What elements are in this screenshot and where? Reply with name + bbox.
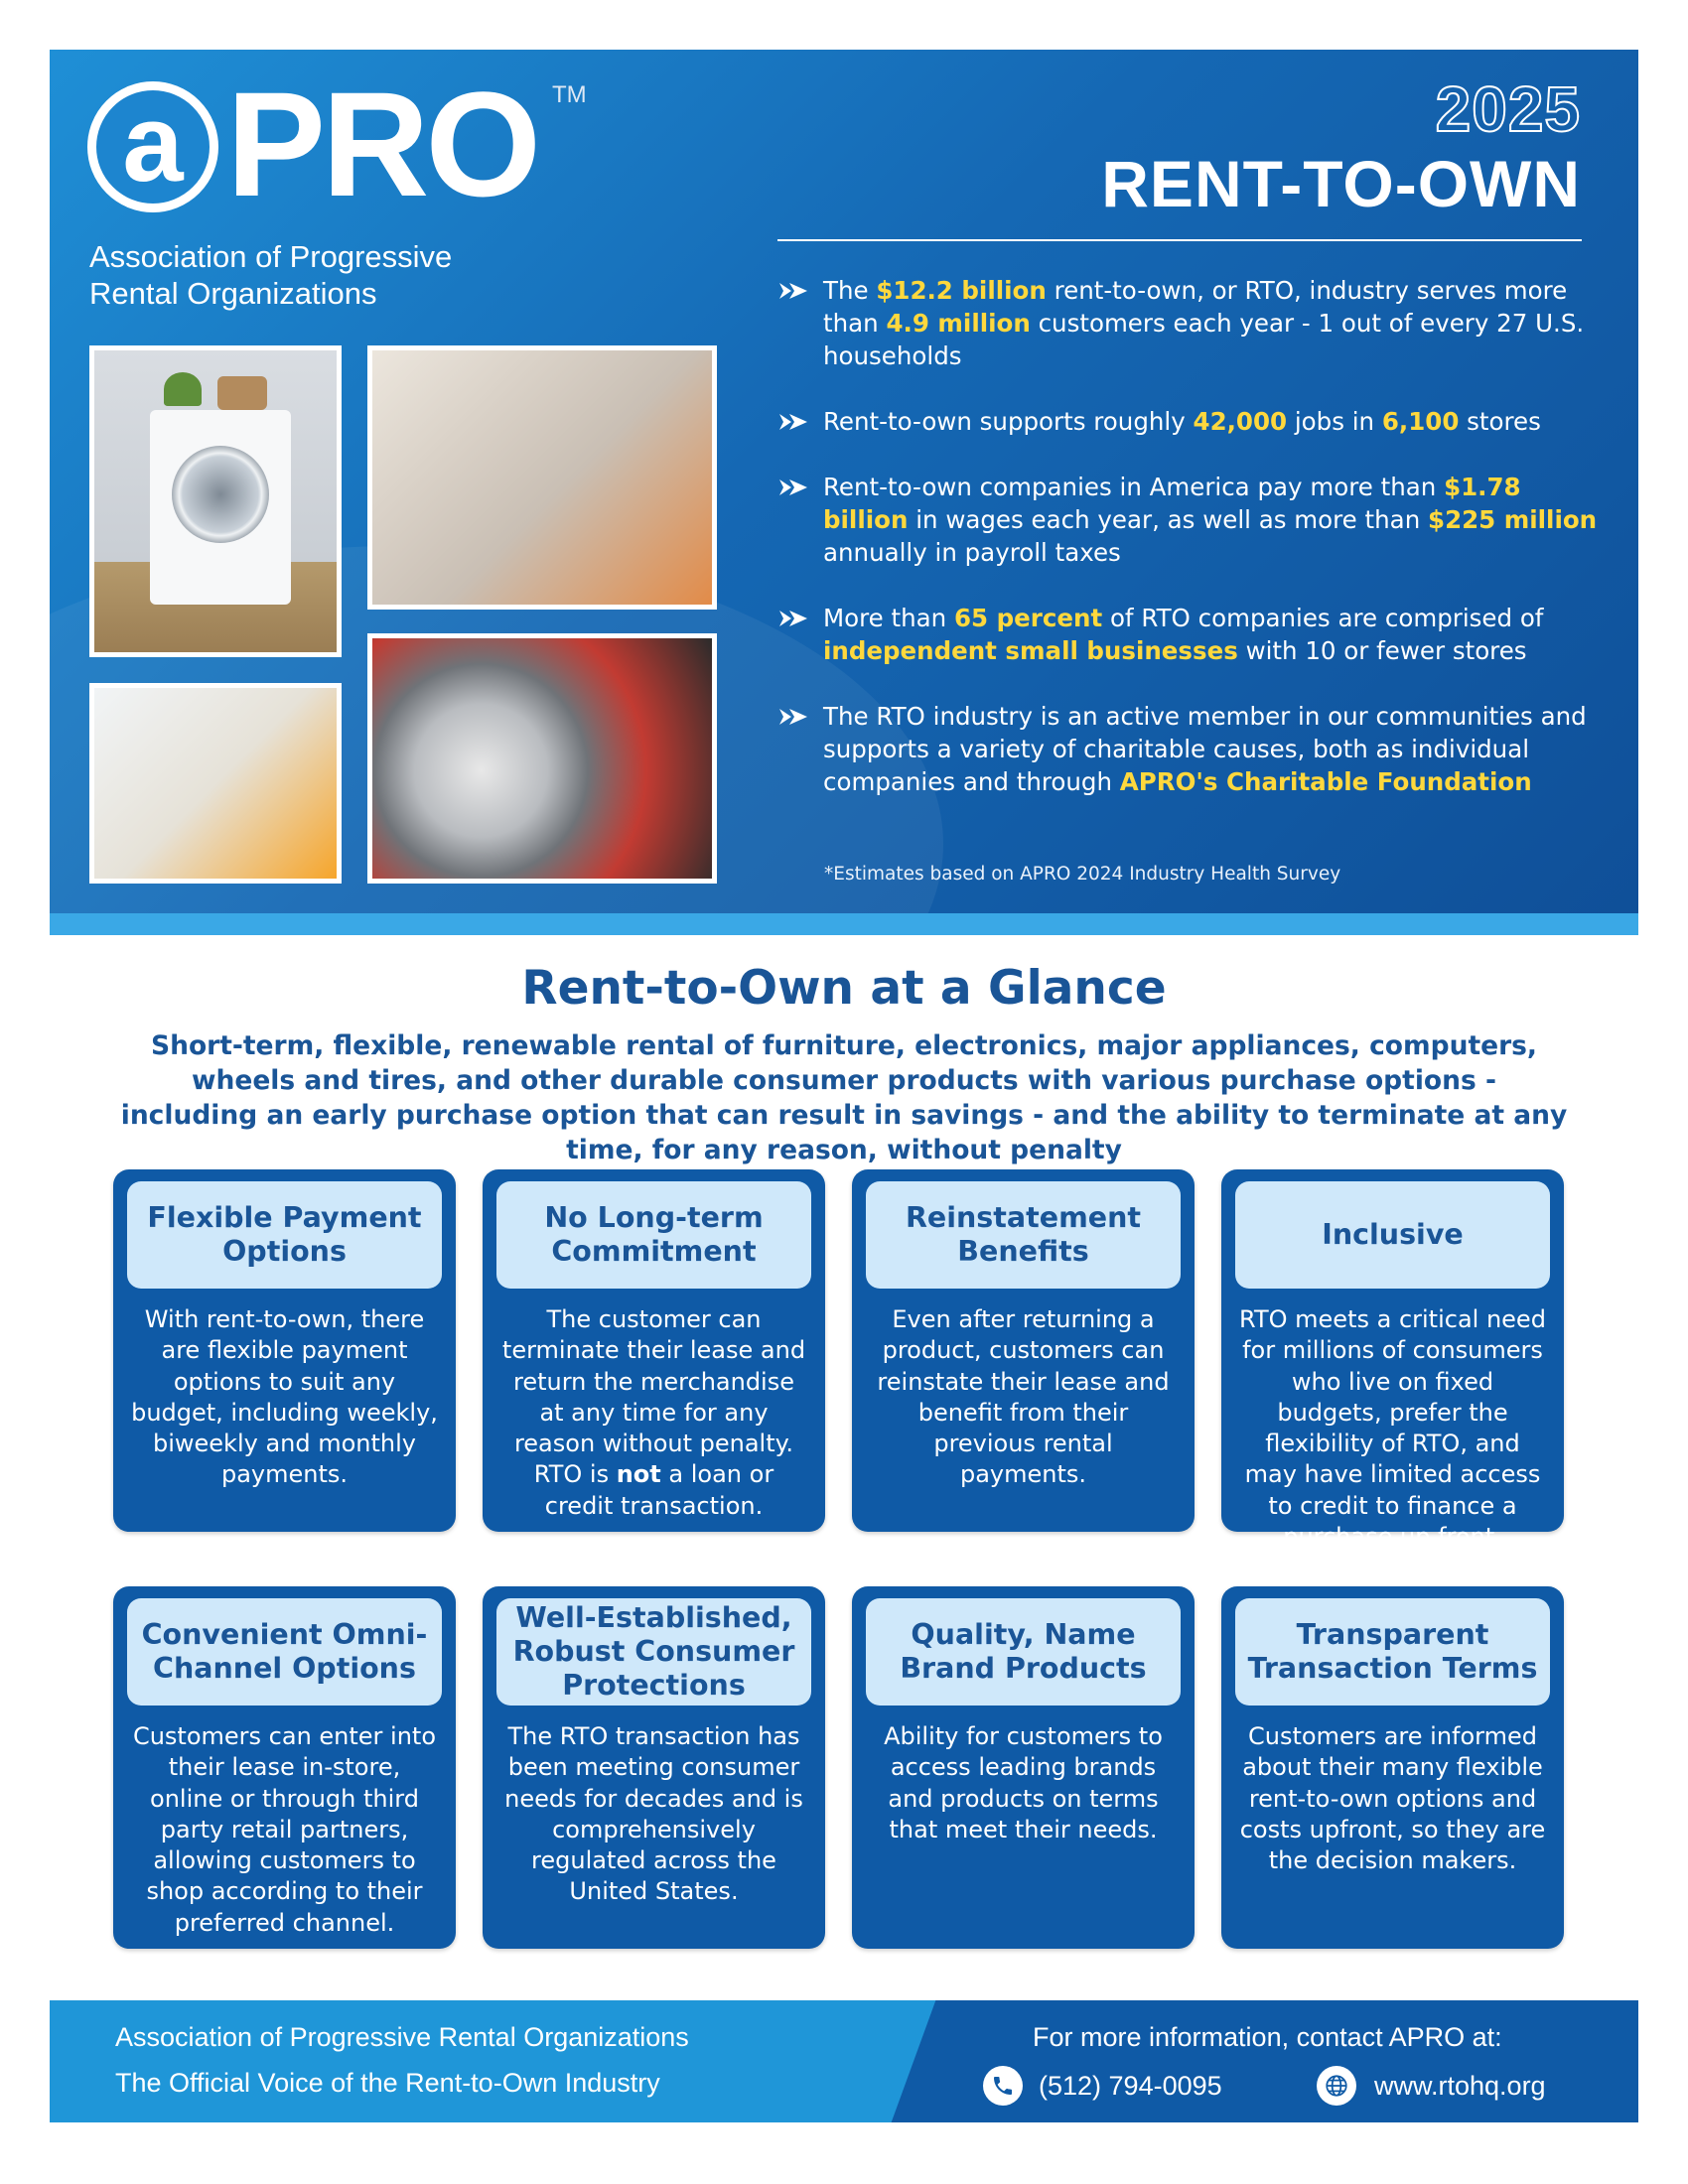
key-facts-list — [777, 274, 1602, 831]
fact-text: in wages each year, as well as more than — [908, 505, 1429, 534]
feature-card — [483, 1169, 825, 1532]
survey-footnote: *Estimates based on APRO 2024 Industry Health Survey — [824, 864, 1341, 885]
feature-card — [483, 1586, 825, 1949]
chevron-arrow-icon — [777, 280, 811, 302]
highlighted-stat: $1.78 billion — [823, 473, 1521, 534]
card-body: Customers can enter into their lease in-store, online or through third party retail partners, allowing customers to shop according to their preferred channel. — [132, 1722, 437, 1937]
apro-logo — [87, 61, 587, 227]
chevron-arrow-icon — [777, 477, 811, 498]
card-body: With rent-to-own, there are flexible payment options to suit any budget, including weekly, biweekly and monthly payments. — [131, 1305, 438, 1489]
glance-heading: Rent-to-Own at a Glance — [521, 961, 1167, 1016]
key-fact-item — [777, 471, 1602, 569]
page-title: RENT-TO-OWN — [1101, 147, 1581, 220]
plant-shape — [164, 372, 202, 406]
card-body: Customers are informed about their many flexible rent-to-own options and costs upfront, so they are the decision makers. — [1239, 1722, 1546, 1875]
card-body: RTO meets a critical need for millions of consumers who live on fixed budgets, prefer the flexibility of RTO, and may have limited access to credit to finance a purchase up front. — [1239, 1305, 1546, 1552]
website-link[interactable] — [1317, 2066, 1546, 2106]
footer-org-name: Association of Progressive Rental Organizations — [115, 2022, 689, 2052]
feature-card — [113, 1169, 456, 1532]
title-divider — [777, 239, 1582, 241]
card-title: Reinstatement Benefits — [866, 1181, 1181, 1289]
highlighted-stat: 6,100 — [1381, 407, 1460, 436]
feature-cards-grid — [113, 1169, 1563, 1964]
fact-text: annually in payroll taxes — [823, 538, 1121, 567]
highlighted-stat: 42,000 — [1193, 407, 1288, 436]
card-title: Inclusive — [1235, 1181, 1550, 1289]
chevron-arrow-icon — [777, 608, 811, 629]
card-body: Even after returning a product, customers can reinstate their lease and benefit from their previous rental payments. — [877, 1305, 1170, 1489]
key-fact-item — [777, 700, 1602, 798]
phone-contact[interactable] — [983, 2066, 1222, 2106]
card-body-text: a loan or credit transaction. — [544, 1460, 774, 1520]
highlighted-stat: 65 percent — [954, 604, 1103, 632]
washing-machine-photo — [89, 345, 342, 657]
card-title: Well-Established, Robust Consumer Protections — [496, 1598, 811, 1706]
fact-text: stores — [1459, 407, 1541, 436]
key-fact-item — [777, 602, 1602, 667]
footer-tagline: The Official Voice of the Rent-to-Own Industry — [115, 2068, 660, 2098]
fact-text: Rent-to-own supports roughly — [823, 407, 1194, 436]
card-title: Convenient Omni-Channel Options — [127, 1598, 442, 1706]
chevron-arrow-icon — [777, 706, 811, 728]
feature-card — [1221, 1586, 1564, 1949]
card-body — [498, 1304, 809, 1522]
association-name: Association of Progressive Rental Organizations — [89, 239, 453, 311]
footer-bar — [50, 2000, 1638, 2122]
chevron-arrow-icon — [777, 411, 811, 433]
phone-icon — [983, 2066, 1023, 2106]
website-url: www.rtohq.org — [1374, 2070, 1546, 2101]
key-fact-item — [777, 274, 1602, 372]
feature-card — [113, 1586, 456, 1949]
highlighted-stat: independent small businesses — [823, 636, 1238, 665]
fact-text: The RTO industry is an active member in our communities and supports a variety of charitable causes, both as individual companies and through — [823, 702, 1587, 796]
card-title: No Long-term Commitment — [496, 1181, 811, 1289]
logo-circle-letter: a — [87, 81, 218, 212]
fact-text: jobs in — [1287, 407, 1382, 436]
card-title: Quality, Name Brand Products — [866, 1598, 1181, 1706]
washer-door-shape — [172, 446, 269, 543]
highlighted-stat: 4.9 million — [886, 309, 1031, 338]
contact-label: For more information, contact APRO at: — [1033, 2022, 1502, 2052]
feature-card — [852, 1169, 1195, 1532]
glance-description: Short-term, flexible, renewable rental of furniture, electronics, major appliances, computers, wheels and tires, and other durable consumer products with various purchase options - including an early purchase option that can result in savings - and the ability to terminate at any time, for any reason, without penalty — [120, 1030, 1568, 1165]
feature-card — [1221, 1169, 1564, 1552]
phone-number: (512) 794-0095 — [1039, 2070, 1222, 2101]
highlighted-stat: $225 million — [1428, 505, 1598, 534]
hero-bottom-stripe — [50, 913, 1638, 935]
fact-text: of RTO companies are comprised of — [1102, 604, 1544, 632]
card-body-text: The customer can terminate their lease and return the merchandise at any time for any reason without penalty. RTO is — [501, 1305, 806, 1489]
fact-text: rent-to-own, or RTO, industry serves more than — [823, 276, 1568, 338]
globe-icon — [1317, 2066, 1356, 2106]
fact-text: More than — [823, 604, 954, 632]
woman-pouring-juice-photo — [89, 683, 342, 884]
year-heading: 2025 — [1435, 73, 1581, 145]
card-body: Ability for customers to access leading brands and products on terms that meet their needs. — [884, 1722, 1163, 1843]
card-title: Flexible Payment Options — [127, 1181, 442, 1289]
feature-card — [852, 1586, 1195, 1949]
highlighted-stat: APRO's Charitable Foundation — [1119, 767, 1532, 796]
key-fact-item — [777, 405, 1602, 438]
fact-text: The — [823, 276, 877, 305]
card-body: The RTO transaction has been meeting consumer needs for decades and is comprehensively regulated across the United States. — [504, 1722, 803, 1906]
highlighted-stat: $12.2 billion — [876, 276, 1047, 305]
fact-text: with 10 or fewer stores — [1237, 636, 1527, 665]
fact-text: customers each year - 1 out of every 27 U.S. households — [823, 309, 1585, 370]
card-title: Transparent Transaction Terms — [1235, 1598, 1550, 1706]
logo-wordmark: PRO — [226, 61, 538, 227]
family-photo — [367, 345, 717, 610]
card-body-emphasis: not — [616, 1460, 661, 1489]
logo-trademark: TM — [552, 81, 587, 108]
basket-shape — [217, 376, 267, 410]
wheel-rim-photo — [367, 633, 717, 884]
hero-banner — [50, 50, 1638, 935]
fact-text: Rent-to-own companies in America pay more than — [823, 473, 1445, 501]
